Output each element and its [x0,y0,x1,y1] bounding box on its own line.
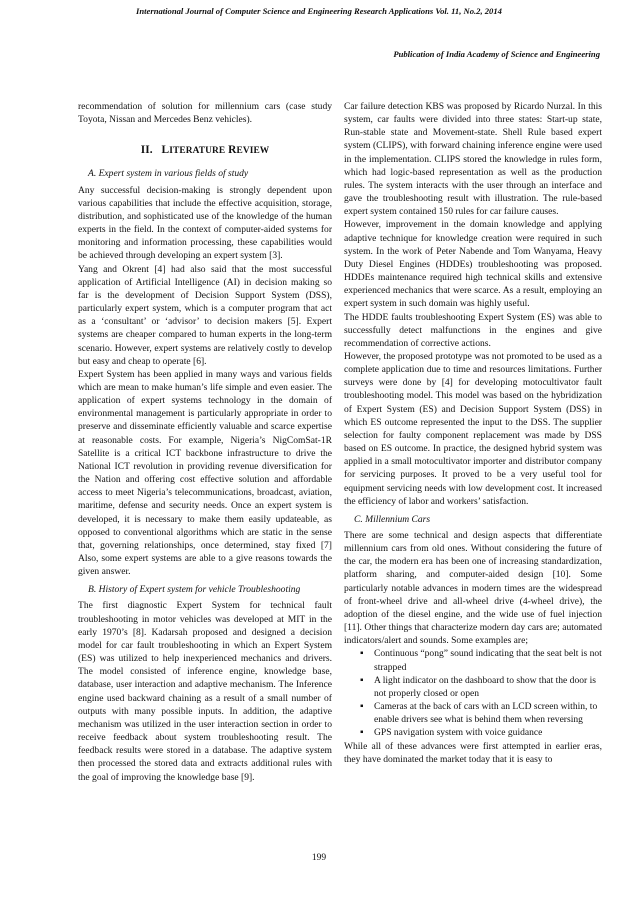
publisher-header: Publication of India Academy of Science and Engineering [393,49,600,59]
subsection-c-title: C. Millennium Cars [354,513,431,525]
subsection-a-title: A. Expert system in various fields of study [88,168,249,180]
paragraph: However, improvement in the domain knowledge and applying adaptive technique for knowledge creation were required in such system. In the work of Peter Nabende and Tom Wanyama, Heavy Duty Diesel Engines (HDDEs) troubleshooting was proposed. HDDEs maintenance required high technical skills and extensive experienced mechanics that were scarce. As a result, employing an expert system in such domain was highly useful. [344,219,602,310]
right-column [344,100,602,766]
section-title-rest1: ITERATURE [169,146,226,157]
list-item: ▪ GPS navigation system with voice guidance [360,726,602,739]
page-number: 199 [311,853,327,863]
paragraph: The HDDE faults troubleshooting Expert System (ES) was able to successfully detect malfunctions in the engines and give recommendation of corrective actions. [344,311,602,349]
subsection-b-title: B. History of Expert system for vehicle Troubleshooting [88,584,301,596]
bullet-list [344,647,602,739]
paragraph: Expert System has been applied in many ways and various fields which are mean to make human’s life simple and even easier. The application of expert systems technology in the domain of environmental management is particularly appropriate in order to preserve and disseminate efficiently valuable and scarce expertise at reasonable costs. For example, Nigeria’s NigComSat-1R Satellite is a critical ICT backbone infrastructure to drive the National ICT revolution in providing revenue diversification for the Nation and offering cost effective solution and affordable access to meet Nigeria’s telecommunications, broadcast, aviation, maritime, defense and security needs. Once an expert system is developed, it is necessary to make them easily updateable, as opposed to conventional algorithms which are static in the sense that, governing relationships, once determined, stay fixed [7] Also, some expert systems are able to a give reasons towards the given answer. [78,368,332,578]
list-item: ▪ Cameras at the back of cars with an LCD screen within, to enable drivers see what is behind them when reversing [360,700,602,726]
list-item: ▪ A light indicator on the dashboard to show that the door is not properly closed or open [360,674,602,700]
section-number: II. [140,144,153,157]
paragraph: Car failure detection KBS was proposed by Ricardo Nurzal. In this system, car faults were divided into three states: Start-up state, Run-stable state and Movement-state. Shell Rule based expert system (CLIPS), with forward chaining inference engine were used in the implementation. CLIPS stored the knowledge in rules form, which had logic-based representation as well as the production rules. The system interacts with the user through an interface and gave the troubleshooting result with illustration. The rule-based expert system contained 150 rules for car failure causes. [344,101,602,218]
journal-header: International Journal of Computer Science and Engineering Research Applications Vol. 11, No.2, 2014 [136,6,502,16]
section-title-literature-review [78,144,332,158]
paragraph: Any successful decision-making is strongly dependent upon various capabilities that include the effective acquisition, storage, distribution, and sophisticated use of the knowledge of the human experts in the field. In the context of computer-aided systems for monitoring and information processing, these capabilities would be achieved through developing an expert system [3]. [78,184,332,262]
list-item: ▪ Continuous “pong” sound indicating that the seat belt is not strapped [360,647,602,673]
section-title-R: R [228,144,237,157]
paragraph: The first diagnostic Expert System for technical fault troubleshooting in motor vehicles was developed at MIT in the early 1970’s [8]. Kadarsah proposed and designed a decision model for car fault troubleshooting in which an Expert System (ES) was utilized to help inexperienced mechanics and drivers. The model consisted of inference engine, knowledge base, database, user interaction and adaptive mechanism. The Inference engine used backward chaining as a result of a small number of outputs with many possible inputs. In addition, the adaptive mechanism was utilized in the user interaction section in order to receive feedback about system troubleshooting result. The feedback results were stored in a database. The adaptive system then processed the stored data and extracts additional rules with the goal of improving the knowledge base [9]. [78,600,332,783]
section-title-rest2: EVIEW [236,146,270,157]
paragraph: However, the proposed prototype was not promoted to be used as a complete application due to time and resources limitations. Further surveys were done by [4] for developing motocultivator fault troubleshooting model. This model was based on the hybridization of Expert System (ES) and Decision Support System (DSS) in which ES outcome represented the input to the DSS. The supplier selection for faulty component replacement was made by DSS based on ES outcome. In practice, the designed hybrid system was applied in a small motocultivator importer and distributor company for servicing purposes. It proved to be a very useful tool for equipment servicing needs with low development cost. It increased the efficiency of labor and workers’ satisfaction. [344,350,602,507]
paragraph: Yang and Okrent [4] had also said that the most successful application of Artificial Intelligence (AI) in decision making so far is the development of Decision Support System (DSS), particularly expert system, which is a computer program that act as a ‘consultant’ or ‘advisor’ to decision makers [5]. Expert systems are cheaper compared to human experts in the long-term scenario. However, expert systems are relatively costly to develop but easy and cheap to operate [6]. [78,263,332,367]
paragraph: There are some technical and design aspects that differentiate millennium cars from old ones. Without considering the future of the car, the modern era has been one of increasing standardization, platform sharing, and computer-aided design [10]. Some particularly notable advances in modern times are the widespread of front-wheel drive and all-wheel drive (4-wheel drive), the adoption of the diesel engine, and the wide use of fuel injection [11]. Other things that characterize modern day cars are; automated indicators/alert and sounds. Some examples are; [344,530,602,647]
paragraph: While all of these advances were first attempted in earlier eras, they have dominated the market today that it is easy to [344,740,602,765]
intro-continuation: recommendation of solution for millennium cars (case study Toyota, Nissan and Mercedes Benz vehicles). [78,101,332,126]
section-title-L: L [161,144,170,157]
left-column [78,100,332,784]
